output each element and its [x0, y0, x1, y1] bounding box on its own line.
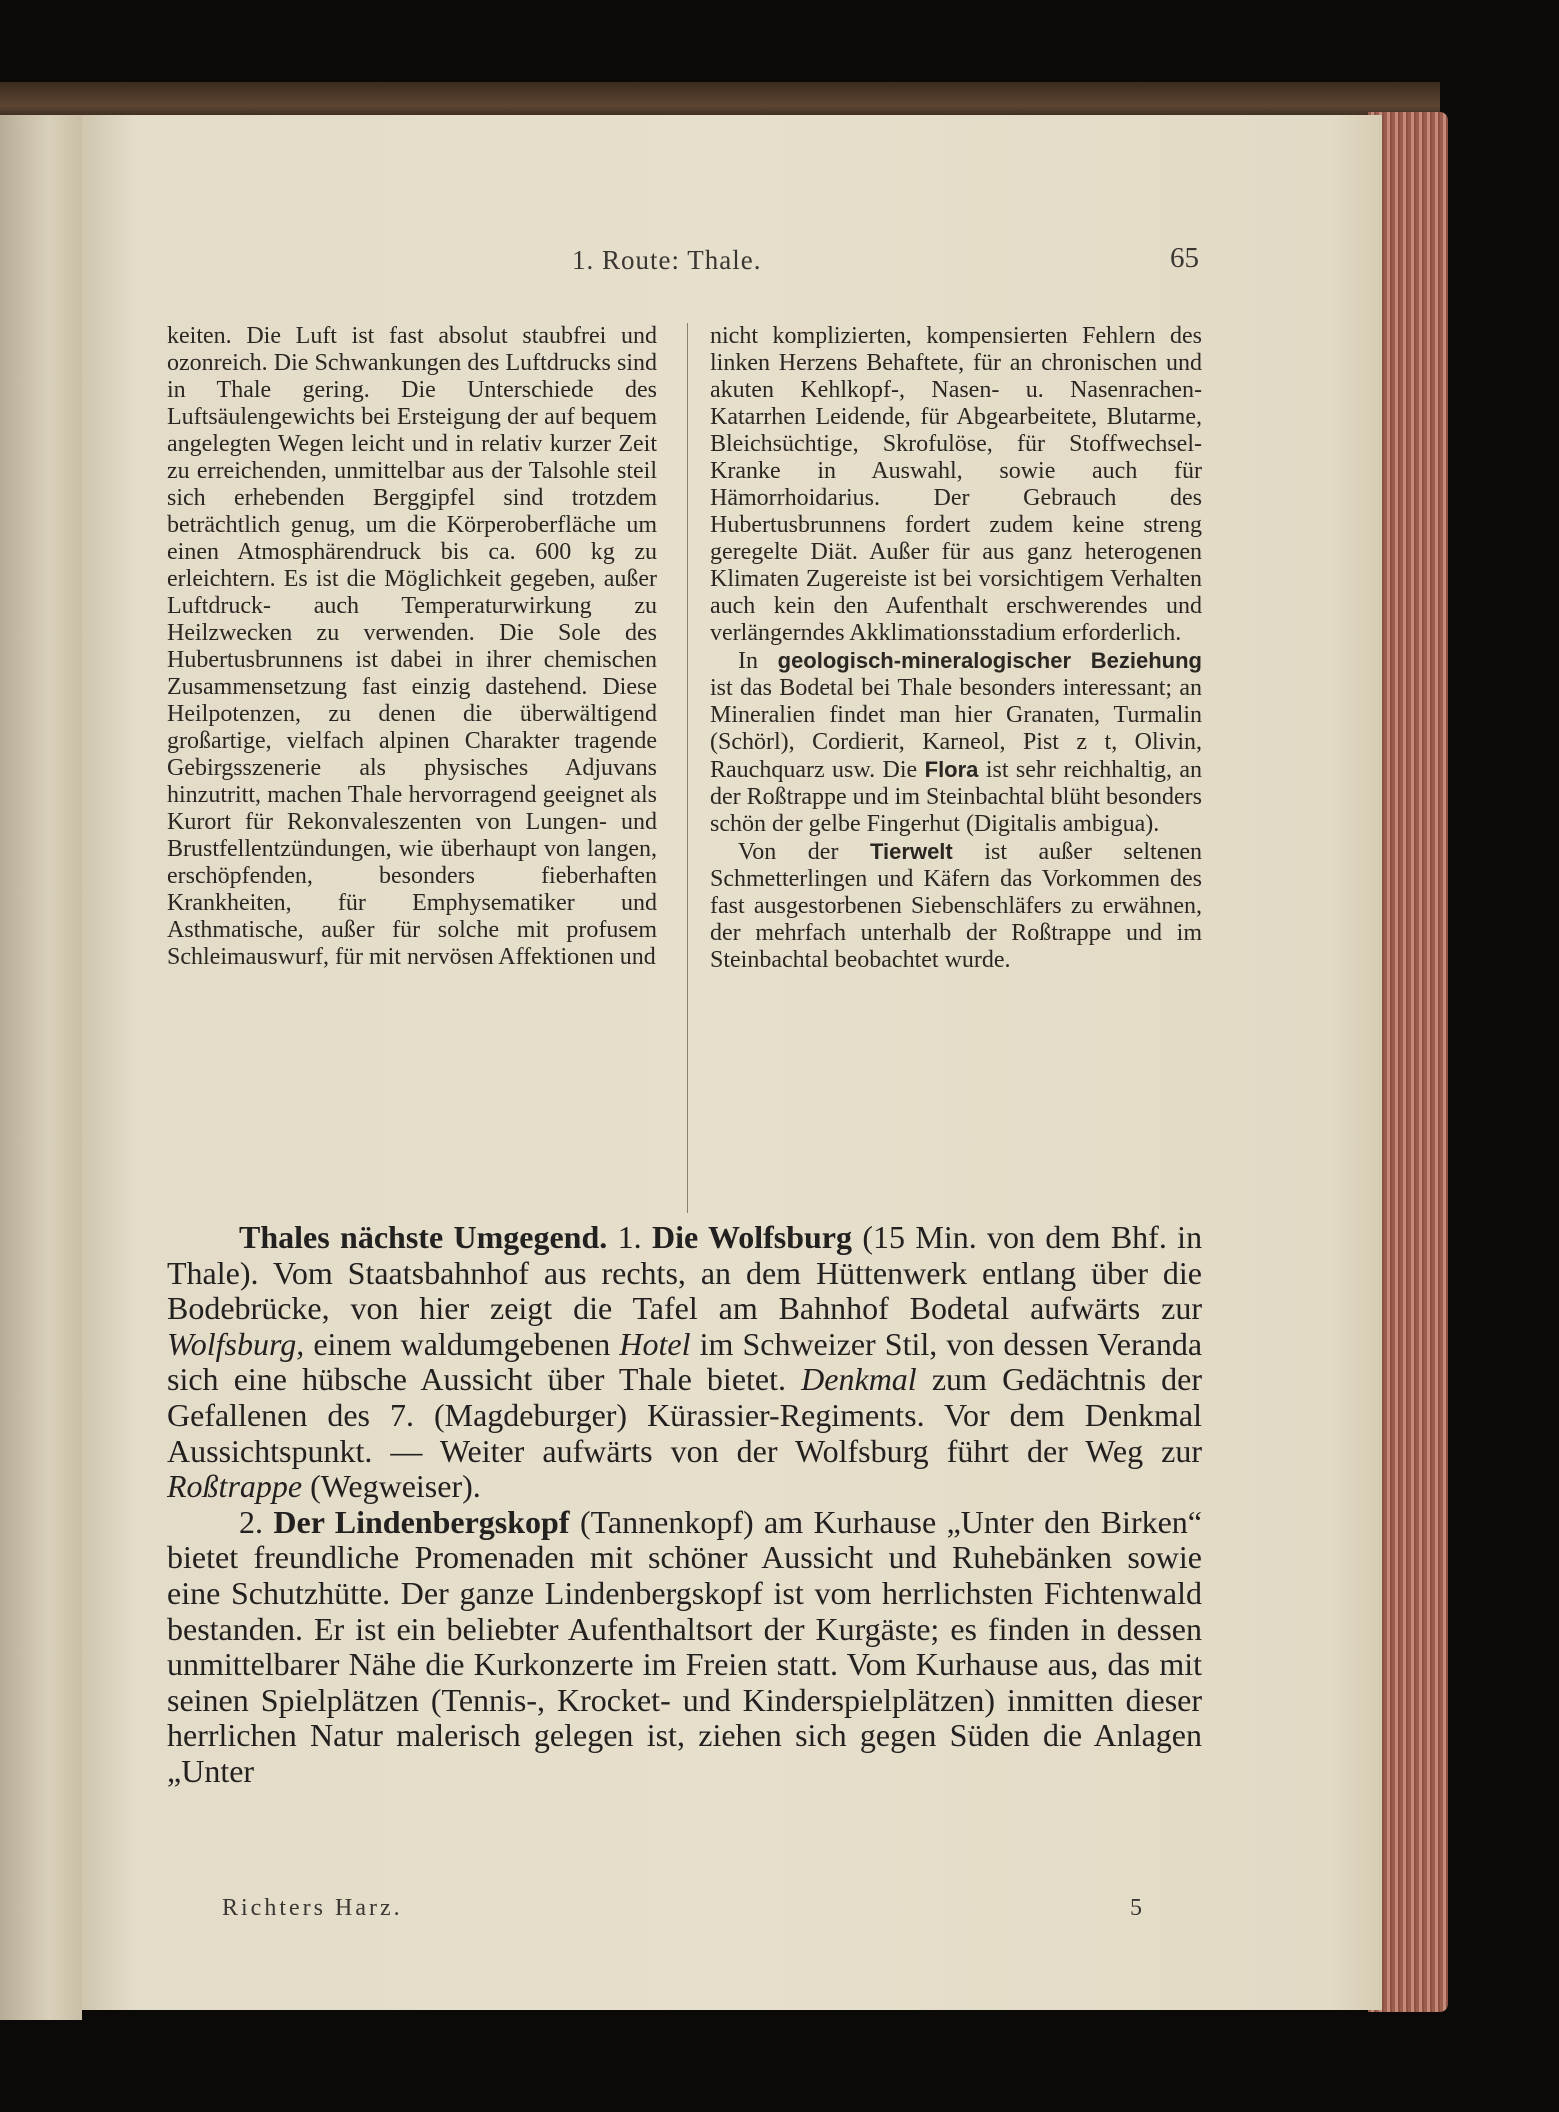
sheet-number: 5	[1130, 1895, 1142, 1921]
text-span: zum Gedächtnis der Gefallenen des 7. (Magdeburger) Kürassier-Regiments. Vor dem Denkmal Aussichtspunkt. — Weiter aufwärts von der Wolfsburg führt der Weg zur	[167, 1361, 1203, 1469]
right-column-paragraph-3	[710, 838, 1202, 974]
item-number: 2.	[239, 1503, 263, 1540]
text-span: im Schweizer Stil, von dessen Veranda sich eine hübsche Aussicht über Thale bietet.	[167, 1325, 1203, 1398]
place-name-wolfsburg: Die Wolfsburg	[651, 1219, 852, 1255]
running-head: 1. Route: Thale.	[572, 245, 762, 275]
text-span: (Tannenkopf) am Kurhause „Unter den Birken“ bietet freundliche Promenaden mit schöner Aussicht und Ruhebänken sowie eine Schutzhütte. Der ganze Lindenbergskopf ist vom herrlichsten Fichtenwald bestanden. Er ist ein beliebter Aufenthaltsort der Kurgäste; es finden in dessen unmittelbarer Nähe die Kurkonzerte im Freien statt. Vom Kurhause aus, das mit seinen Spielplätzen (Tennis-, Krocket- und Kinderspielplätzen) inmitten dieser herrlichen Natur malerisch gelegen ist, ziehen sich gegen Süden die Anlagen „Unter	[167, 1503, 1203, 1789]
main-text	[167, 1220, 1202, 1790]
italic-term: Wolfsburg,	[167, 1325, 305, 1362]
right-column-paragraph-1: nicht komplizierten, kompensierten Fehlern des linken Herzens Behaftete, für an chronischen und akuten Kehlkopf-, Nasen- u. Nasenrachen-Katarrhen Leidende, für Abgearbeitete, Blutarme, Bleichsüchtige, Skrofulöse, für Stoffwechsel-Kranke in Auswahl, sowie auch für Hämorrhoidarius. Der Gebrauch des Hubertusbrunnens fordert zudem keine streng geregelte Diät. Außer für aus ganz heterogenen Klimaten Zugereiste ist bei vorsichtigem Verhalten auch kein den Aufenthalt erschwerendes und verlängerndes Akklimationsstadium erforderlich.	[710, 323, 1202, 646]
section-heading: Thales nächste Umgegend.	[239, 1219, 608, 1255]
column-divider	[687, 323, 688, 1213]
keyword-geology: geologisch-mineralogischer Beziehung	[777, 648, 1202, 673]
text-span: (15 Min. von dem Bhf. in Thale). Vom Staatsbahnhof aus rechts, an dem Hüttenwerk entlang über die Bodebrücke, von hier zeigt die Tafel am Bahnhof Bodetal aufwärts zur	[167, 1219, 1203, 1327]
printer-signature: Richters Harz.	[222, 1895, 403, 1921]
left-column-text: keiten. Die Luft ist fast absolut staubfrei und ozonreich. Die Schwankungen des Luftdrucks sind in Thale gering. Die Unterschiede des Luftsäulengewichts bei Ersteigung der auf bequem angelegten Wegen leicht und in relativ kurzer Zeit zu erreichenden, unmittelbar aus der Talsohle steil sich erhebenden Berggipfel sind trotzdem beträchtlich genug, um die Körperoberfläche um einen Atmosphärendruck bis ca. 600 kg zu erleichtern. Es ist die Möglichkeit gegeben, außer Luftdruck- auch Temperaturwirkung zu Heilzwecken zu verwenden. Die Sole des Hubertusbrunnens ist dabei in ihrer chemischen Zusammensetzung fast einzig dastehend. Diese Heilpotenzen, zu denen die überwältigend großartige, vielfach alpinen Charakter tragende Gebirgsszenerie als physisches Adjuvans hinzutritt, machen Thale hervorragend geeignet als Kurort für Rekonvaleszenten von Lungen- und Brustfellentzündungen, wie überhaupt von langen, erschöpfenden, besonders fieberhaften Krankheiten, für Emphysematiker und Asthmatische, außer für solche mit profusem Schleimauswurf, für mit nervösen Affektionen und	[167, 323, 657, 970]
page-number: 65	[1170, 242, 1199, 274]
italic-term: Hotel	[619, 1325, 691, 1362]
item-number: 1.	[617, 1219, 642, 1255]
text-span: (Wegweiser).	[310, 1468, 481, 1505]
main-paragraph-2	[167, 1505, 1202, 1790]
place-name-lindenbergskopf: Der Lindenbergskopf	[273, 1503, 570, 1540]
text-span: Von der	[738, 839, 839, 865]
text-span: ist das Bodetal bei Thale besonders interessant; an Mineralien findet man hier Granaten, Turmalin (Schörl), Cordierit, Karneol, Pist z t, Olivin, Rauchquarz usw. Die	[710, 675, 1202, 783]
keyword-flora: Flora	[924, 757, 979, 782]
book-page	[82, 115, 1382, 2010]
main-paragraph-1	[167, 1220, 1202, 1505]
left-column	[167, 323, 657, 971]
italic-term: Denkmal	[801, 1361, 917, 1398]
text-span: ist außer seltenen Schmetterlingen und Käfern das Vorkommen des fast ausgestorbenen Siebenschläfers zu erwähnen, der mehrfach unterhalb der Roßtrappe und im Steinbachtal beobachtet wurde.	[710, 839, 1203, 973]
previous-page-edge	[0, 115, 82, 2020]
right-column-paragraph-2	[710, 647, 1202, 838]
text-span: ist sehr reichhaltig, an der Roßtrappe und im Steinbachtal blüht besonders schön der gelbe Fingerhut (Digitalis ambigua).	[710, 757, 1203, 837]
italic-term: Roßtrappe	[167, 1468, 303, 1505]
text-span: In	[738, 648, 758, 674]
keyword-fauna: Tierwelt	[870, 839, 953, 864]
right-column	[710, 323, 1202, 974]
text-span: einem waldumgebenen	[313, 1325, 611, 1362]
